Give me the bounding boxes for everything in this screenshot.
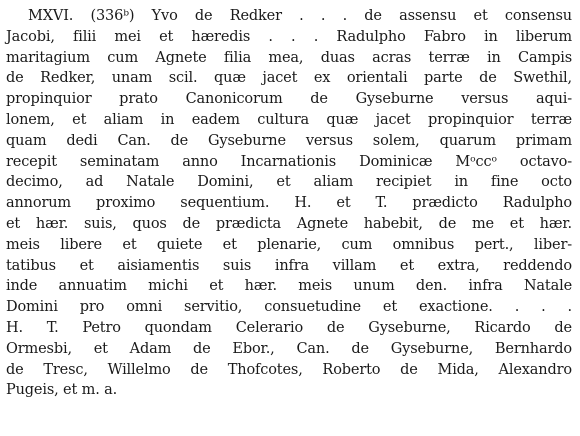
text-line: inde annuatim michi et hær. meis unum den. infra Natale: [6, 278, 572, 295]
text-line: recepit seminatam anno Incarnationis Dominicæ Mᵒccᵒ octavo-: [6, 153, 572, 170]
text-line: Jacobi, filii mei et hæredis . . . Radulpho Fabro in liberum: [6, 28, 572, 45]
text-line: Domini pro omni servitio, consuetudine et exactione. . . .: [6, 299, 572, 316]
text-line: maritagium cum Agnete filia mea, duas acras terræ in Campis: [6, 49, 572, 66]
text-line: Pugeis, et m. a.: [6, 382, 118, 399]
text-line: decimo, ad Natale Domini, et aliam recipiet in fine octo: [6, 174, 572, 191]
text-line: Ormesbi, et Adam de Ebor., Can. de Gyseburne, Bernhardo: [6, 340, 572, 357]
text-line: de Tresc, Willelmo de Thofcotes, Roberto de Mida, Alexandro: [6, 361, 572, 378]
text-line: propinquior prato Canonicorum de Gyseburne versus aqui-: [6, 91, 572, 108]
text-line: et hær. suis, quos de prædicta Agnete habebit, de me et hær.: [6, 215, 572, 232]
text-line: meis libere et quiete et plenarie, cum omnibus pert., liber-: [6, 236, 572, 253]
charter-text: [6, 6, 572, 401]
text-line: tatibus et aisiamentis suis infra villam et extra, reddendo: [6, 257, 572, 274]
text-line: MXVI. (336ᵇ) Yvo de Redker . . . de assensu et consensu: [28, 8, 572, 24]
text-line: annorum proximo sequentium. H. et T. prædicto Radulpho: [6, 195, 572, 212]
text-line: H. T. Petro quondam Celerario de Gyseburne, Ricardo de: [6, 319, 572, 336]
text-line: quam dedi Can. de Gyseburne versus solem, quarum primam: [6, 132, 572, 149]
text-line: de Redker, unam scil. quæ jacet ex orientali parte de Swethil,: [6, 70, 572, 87]
text-line: lonem, et aliam in eadem cultura quæ jacet propinquior terræ: [6, 111, 572, 128]
